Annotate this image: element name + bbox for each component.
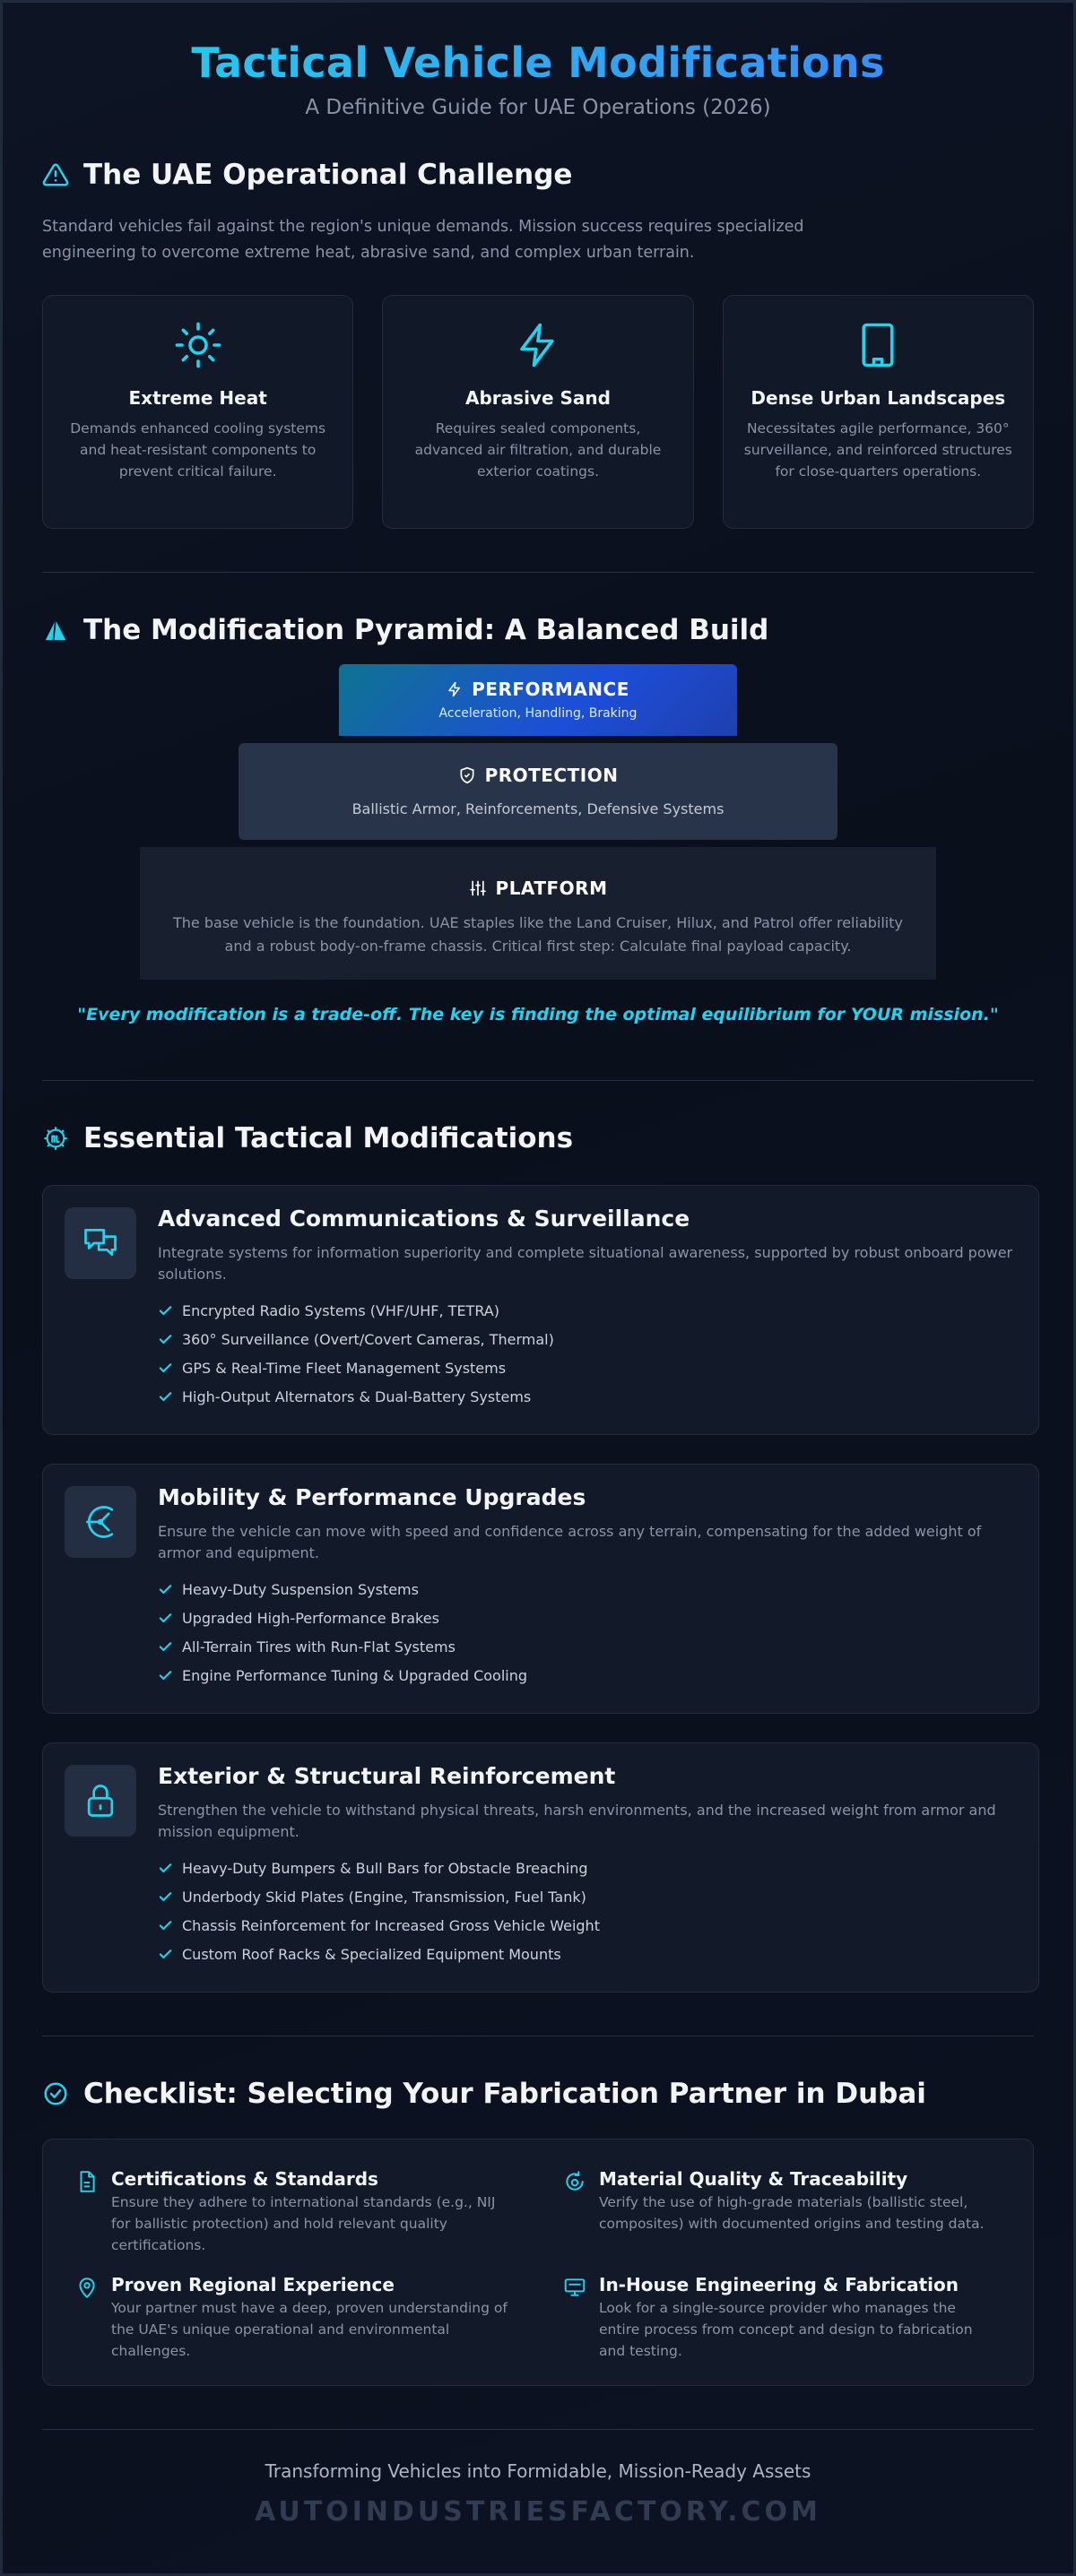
pyramid-tier-performance bbox=[339, 664, 737, 736]
bolt-icon bbox=[447, 681, 463, 697]
challenge-card-title: Dense Urban Landscapes bbox=[751, 387, 1006, 409]
sun-icon bbox=[174, 321, 222, 369]
pyramid-section bbox=[42, 614, 1034, 1024]
check-icon bbox=[158, 1332, 173, 1347]
pyramid-quote: "Every modification is a trade-off. The key is finding the optimal equilibrium for YOUR mission." bbox=[77, 1005, 999, 1024]
check-icon bbox=[158, 1668, 173, 1683]
divider bbox=[42, 2429, 1034, 2430]
list-item-text: Chassis Reinforcement for Increased Gross Vehicle Weight bbox=[182, 1916, 600, 1934]
check-icon bbox=[158, 1582, 173, 1597]
section-title-text: The UAE Operational Challenge bbox=[83, 159, 573, 191]
tier-label: PLATFORM bbox=[495, 877, 608, 899]
page-title: Tactical Vehicle Modifications bbox=[42, 37, 1034, 89]
sliders-icon bbox=[469, 879, 487, 897]
mod-card-title: Advanced Communications & Surveillance bbox=[158, 1206, 690, 1232]
lock-icon bbox=[65, 1765, 136, 1837]
check-icon bbox=[158, 1947, 173, 1962]
list-item-text: GPS & Real-Time Fleet Management Systems bbox=[182, 1359, 507, 1377]
check-circle-icon bbox=[42, 2080, 69, 2107]
list-item-text: All-Terrain Tires with Run-Flat Systems bbox=[182, 1638, 456, 1655]
challenge-section bbox=[42, 159, 1034, 529]
pyramid-icon bbox=[42, 617, 69, 644]
check-icon bbox=[158, 1889, 173, 1905]
list-item-text: Custom Roof Racks & Specialized Equipment Mounts bbox=[182, 1945, 561, 1963]
check-icon bbox=[158, 1611, 173, 1626]
shield-icon bbox=[458, 766, 476, 784]
challenge-intro: Standard vehicles fail against the region's unique demands. Mission success requires specialized engineering to overcome extreme heat, abrasive sand, and complex urban terrain. bbox=[42, 218, 804, 262]
list-item bbox=[158, 1296, 1013, 1325]
list-item bbox=[158, 1575, 1013, 1604]
footer-brand[interactable]: AUTOINDUSTRIESFACTORY.COM bbox=[255, 2496, 821, 2528]
list-item-text: Encrypted Radio Systems (VHF/UHF, TETRA) bbox=[182, 1301, 499, 1319]
list-item bbox=[158, 1604, 1013, 1632]
building-icon bbox=[854, 321, 902, 369]
document-icon bbox=[75, 2170, 99, 2193]
checklist-section bbox=[42, 2078, 1034, 2386]
mod-card-exterior bbox=[42, 1742, 1039, 1993]
list-item bbox=[158, 1632, 1013, 1661]
challenge-card-sand bbox=[382, 295, 693, 529]
list-item-text: High-Output Alternators & Dual-Battery Systems bbox=[182, 1387, 532, 1405]
list-item bbox=[158, 1882, 1013, 1911]
checklist-item-title: Material Quality & Traceability bbox=[599, 2168, 908, 2190]
tier-label: PROTECTION bbox=[484, 765, 619, 786]
checklist-item bbox=[563, 2274, 1001, 2362]
checklist-grid bbox=[42, 2139, 1034, 2386]
section-title-text: Checklist: Selecting Your Fabrication Partner in Dubai bbox=[83, 2078, 926, 2110]
section-title-text: The Modification Pyramid: A Balanced Build bbox=[83, 614, 769, 646]
list-item bbox=[158, 1940, 1013, 1968]
challenge-card-title: Extreme Heat bbox=[128, 387, 267, 409]
checklist-item-text: Look for a single-source provider who manages the entire process from concept and design to fabrication and testing. bbox=[599, 2300, 973, 2359]
mod-feature-list bbox=[158, 1854, 1013, 1968]
challenge-card-title: Abrasive Sand bbox=[465, 387, 611, 409]
map-pin-icon bbox=[75, 2276, 99, 2299]
list-item bbox=[158, 1382, 1013, 1411]
challenge-card-text: Demands enhanced cooling systems and heat-resistant components to prevent critical failure. bbox=[70, 420, 326, 480]
pyramid-tier-platform bbox=[140, 847, 936, 980]
checklist-item bbox=[75, 2168, 513, 2256]
check-icon bbox=[158, 1389, 173, 1405]
checklist-item-text: Your partner must have a deep, proven understanding of the UAE's unique operational and environmental challenges. bbox=[111, 2300, 508, 2359]
mod-card-communications bbox=[42, 1185, 1039, 1435]
tier-subtitle: Ballistic Armor, Reinforcements, Defensive Systems bbox=[351, 800, 725, 817]
check-icon bbox=[158, 1361, 173, 1376]
list-item bbox=[158, 1325, 1013, 1353]
checklist-item bbox=[75, 2274, 513, 2362]
checklist-item bbox=[563, 2168, 1001, 2256]
engine-icon bbox=[42, 1125, 69, 1152]
checklist-item-title: Certifications & Standards bbox=[111, 2168, 378, 2190]
mods-section bbox=[42, 1122, 1034, 1993]
list-item-text: Engine Performance Tuning & Upgraded Cooling bbox=[182, 1666, 527, 1684]
list-item-text: Heavy-Duty Suspension Systems bbox=[182, 1580, 419, 1598]
list-item-text: Underbody Skid Plates (Engine, Transmission, Fuel Tank) bbox=[182, 1888, 586, 1906]
checklist-item-text: Verify the use of high-grade materials (ballistic steel, composites) with documented origins and testing data. bbox=[599, 2194, 985, 2232]
recycle-icon bbox=[563, 2170, 586, 2193]
footer bbox=[42, 2460, 1034, 2528]
section-title-checklist bbox=[42, 2078, 1034, 2110]
check-icon bbox=[158, 1639, 173, 1655]
monitor-icon bbox=[563, 2276, 586, 2299]
mod-card-desc: Strengthen the vehicle to withstand physical threats, harsh environments, and the increased weight from armor and mission equipment. bbox=[158, 1802, 996, 1840]
divider bbox=[42, 1080, 1034, 1081]
checklist-item-title: In-House Engineering & Fabrication bbox=[599, 2274, 959, 2295]
mod-feature-list bbox=[158, 1575, 1013, 1690]
section-title-mods bbox=[42, 1122, 1034, 1154]
tier-subtitle: The base vehicle is the foundation. UAE staples like the Land Cruiser, Hilux, and Patrol offer reliability and a robust body-on-frame chassis. Critical first step: Calculate final payload capacity. bbox=[173, 914, 903, 955]
mod-card-title: Exterior & Structural Reinforcement bbox=[158, 1763, 616, 1789]
challenge-card-text: Necessitates agile performance, 360° surveillance, and reinforced structures for close-quarters operations. bbox=[743, 420, 1012, 480]
tier-label: PERFORMANCE bbox=[472, 679, 629, 700]
warning-icon bbox=[42, 161, 69, 188]
section-title-challenge bbox=[42, 159, 1034, 191]
section-title-text: Essential Tactical Modifications bbox=[83, 1122, 574, 1154]
section-title-pyramid bbox=[42, 614, 1034, 646]
list-item bbox=[158, 1911, 1013, 1940]
divider bbox=[42, 572, 1034, 573]
challenge-card-urban bbox=[723, 295, 1034, 529]
check-icon bbox=[158, 1918, 173, 1933]
challenge-card-text: Requires sealed components, advanced air filtration, and durable exterior coatings. bbox=[414, 420, 662, 480]
header bbox=[42, 3, 1034, 119]
mod-card-title: Mobility & Performance Upgrades bbox=[158, 1484, 586, 1510]
list-item bbox=[158, 1854, 1013, 1882]
mod-card-mobility bbox=[42, 1464, 1039, 1714]
challenge-card-heat bbox=[42, 295, 353, 529]
pyramid-tier-protection bbox=[239, 743, 837, 840]
page-subtitle: A Definitive Guide for UAE Operations (2026) bbox=[305, 96, 771, 119]
chat-icon bbox=[65, 1207, 136, 1279]
mod-card-desc: Ensure the vehicle can move with speed and confidence across any terrain, compensating for the added weight of armor and equipment. bbox=[158, 1523, 982, 1561]
mod-card-desc: Integrate systems for information superiority and complete situational awareness, supported by robust onboard power solutions. bbox=[158, 1244, 1013, 1283]
check-icon bbox=[158, 1861, 173, 1876]
list-item bbox=[158, 1661, 1013, 1690]
challenge-grid bbox=[42, 295, 1034, 529]
list-item-text: Heavy-Duty Bumpers & Bull Bars for Obstacle Breaching bbox=[182, 1859, 588, 1877]
gauge-icon bbox=[65, 1486, 136, 1558]
checklist-item-text: Ensure they adhere to international standards (e.g., NIJ for ballistic protection) and hold relevant quality certifications. bbox=[111, 2194, 496, 2253]
checklist-item-title: Proven Regional Experience bbox=[111, 2274, 395, 2295]
footer-tagline: Transforming Vehicles into Formidable, Mission-Ready Assets bbox=[265, 2460, 811, 2482]
check-icon bbox=[158, 1303, 173, 1318]
list-item-text: 360° Surveillance (Overt/Covert Cameras, Thermal) bbox=[182, 1330, 554, 1348]
modification-pyramid bbox=[42, 664, 1034, 980]
tier-subtitle: Acceleration, Handling, Braking bbox=[438, 706, 638, 721]
lightning-icon bbox=[514, 321, 562, 369]
list-item-text: Upgraded High-Performance Brakes bbox=[182, 1609, 439, 1627]
list-item bbox=[158, 1353, 1013, 1382]
mod-feature-list bbox=[158, 1296, 1013, 1411]
